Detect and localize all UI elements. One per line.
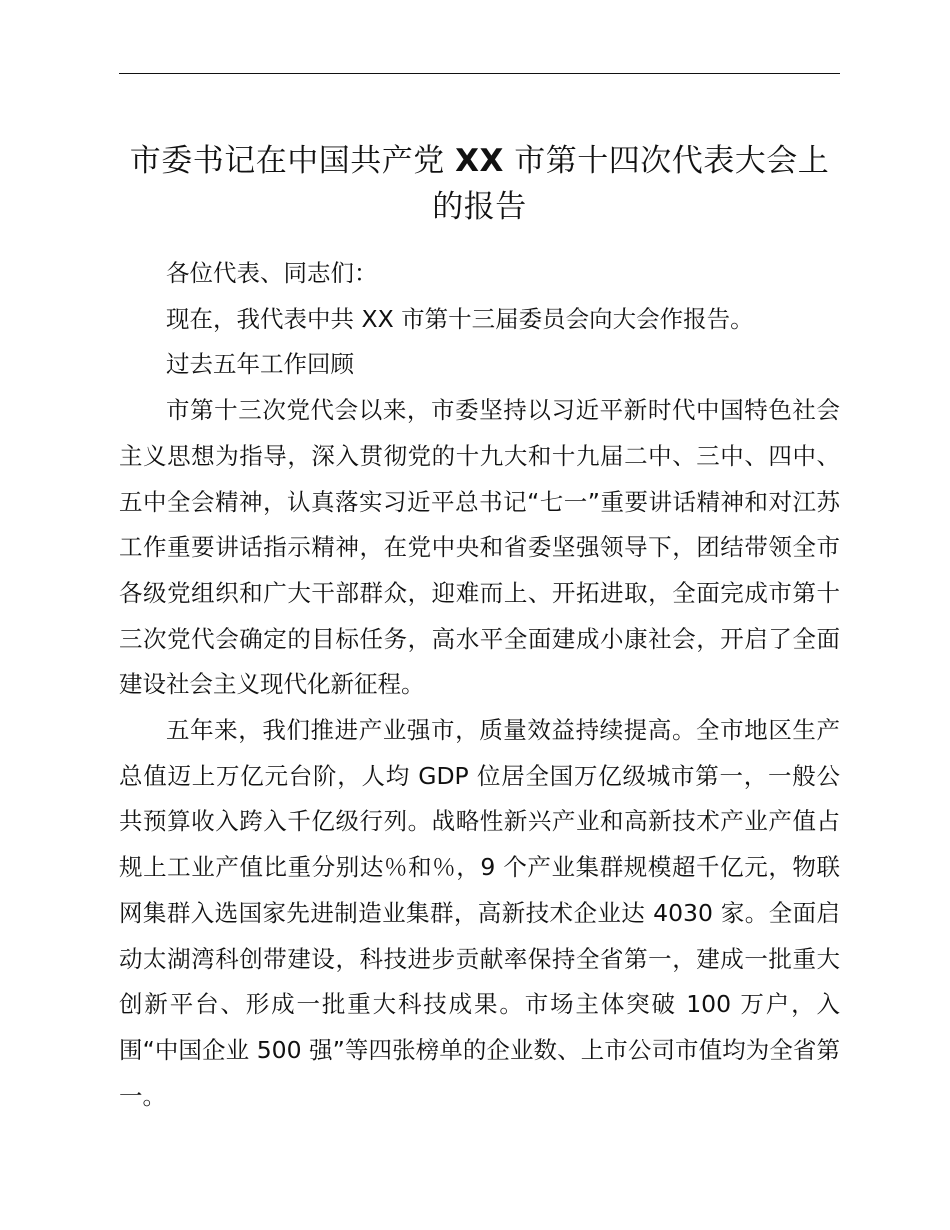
title-part-2: 市第十四次代表大会上的报告	[432, 143, 830, 225]
opening-paragraph: 现在，我代表中共 XX 市第十三届委员会向大会作报告。	[166, 304, 754, 333]
document-body	[119, 251, 840, 1119]
header-rule	[119, 73, 840, 74]
body-paragraph: 五年来，我们推进产业强市，质量效益持续提高。全市地区生产总值迈上万亿元台阶，人均 GDP 位居全国万亿级城市第一，一般公共预算收入跨入千亿级行列。战略性新兴产业和高新技术产业产值占规上工业产值比重分别达％和％，9 个产业集群规模超千亿元，物联网集群入选国家先进制造业集群，高新技术企业达 4030 家。全面启动太湖湾科创带建设，科技进步贡献率保持全省第一，建成一批重大创新平台、形成一批重大科技成果。市场主体突破 100 万户，入围“中国企业 500 强”等四张榜单的企业数、上市公司市值均为全省第一。	[119, 716, 840, 1110]
salutation-paragraph: 各位代表、同志们：	[166, 259, 378, 287]
title-bold-placeholder: XX	[455, 143, 504, 179]
body-paragraph: 市第十三次党代会以来，市委坚持以习近平新时代中国特色社会主义思想为指导，深入贯彻党的十九大和十九届二中、三中、四中、五中全会精神，认真落实习近平总书记“七一”重要讲话精神和对江苏工作重要讲话指示精神，在党中央和省委坚强领导下，团结带领全市各级党组织和广大干部群众，迎难而上、开拓进取，全面完成市第十三次党代会确定的目标任务，高水平全面建成小康社会，开启了全面建设社会主义现代化新征程。	[119, 396, 840, 699]
section-heading: 过去五年工作回顾	[166, 350, 354, 379]
title-part-1: 市委书记在中国共产党	[129, 143, 445, 179]
document-title	[119, 138, 840, 230]
